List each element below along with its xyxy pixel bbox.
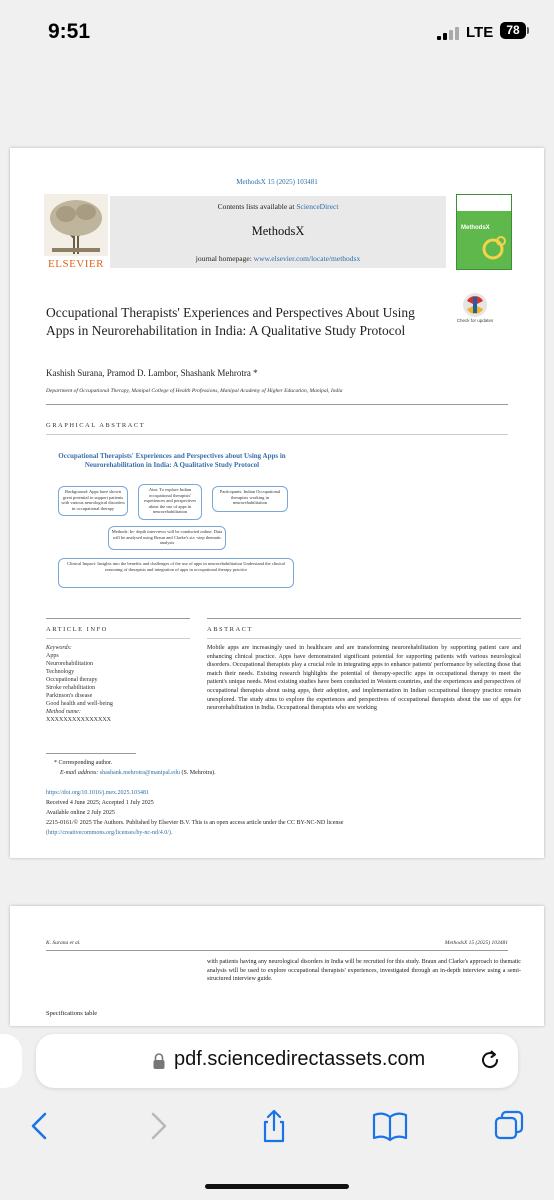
journal-name: MethodsX: [251, 224, 305, 238]
ga-methods-box: Methods: In- depth interviews will be conducted online. Data will be analysed using Braun and Clarke's six -step thematic analysis: [108, 526, 226, 550]
affiliation: Department of Occupational Therapy, Manipal College of Health Professions, Manipal Academy of Higher Education, Manipal, India: [46, 388, 343, 394]
doi-line: [46, 790, 149, 796]
home-indicator: [205, 1184, 349, 1189]
homepage-link[interactable]: www.elsevier.com/locate/methodsx: [253, 254, 361, 263]
divider: [46, 950, 508, 951]
homepage-line: [110, 254, 446, 263]
graphical-abstract-figure: [46, 444, 298, 600]
keywords-block: [46, 644, 196, 724]
reload-icon[interactable]: [478, 1048, 502, 1072]
keyword: Good health and well-being: [46, 701, 113, 707]
keyword: Stroke rehabilitation: [46, 685, 96, 691]
cover-header: [457, 195, 511, 211]
ga-background-box: Background: Apps have shown great potential to support patients with various neurological disorders in occupational therapy: [58, 486, 128, 516]
signal-icon: [437, 26, 463, 40]
doi-link[interactable]: https://doi.org/10.1016/j.mex.2025.103481: [46, 790, 150, 796]
divider: [207, 638, 521, 639]
ga-participants-box: Participants: Indian Occupational therapists working in neurorehabilitation: [212, 486, 288, 512]
authors: Kashish Surana, Pramod D. Lambor, Shashank Mehrotra *: [46, 368, 258, 378]
divider: [46, 404, 508, 405]
article-info-heading: ARTICLE INFO: [46, 626, 108, 633]
license-link[interactable]: (http://creativecommons.org/licenses/by-nc-nd/4.0/).: [46, 830, 173, 836]
ga-aim-box: Aim: To explore Indian occupational therapists' experiences and perspectives about the use of apps in neurorehabilitation: [138, 484, 202, 520]
corresponding-note: * Corresponding author.: [54, 760, 113, 766]
battery-tip: [527, 27, 529, 34]
keywords-label: Keywords:: [46, 645, 72, 651]
keyword: Parkinson's disease: [46, 693, 93, 699]
journal-cover-image: [456, 194, 512, 270]
cover-label: MethodsX: [461, 225, 490, 231]
email-line: [60, 770, 216, 776]
cover-graphic: [479, 235, 507, 265]
license-line: 2215-0161/© 2025 The Authors. Published by Elsevier B.V. This is an open access article under the CC BY-NC-ND license: [46, 820, 344, 826]
url-text[interactable]: pdf.sciencedirectassets.com: [174, 1048, 426, 1070]
divider: [46, 618, 190, 619]
homepage-prefix: journal homepage:: [195, 254, 254, 263]
address-bar[interactable]: [36, 1034, 518, 1088]
check-for-updates-icon[interactable]: [460, 291, 490, 319]
forward-chevron-icon[interactable]: [138, 1108, 178, 1144]
abstract-text: Mobile apps are increasingly used in healthcare and are transforming neurorehabilitation by supporting patient care and enhancing clinical practice. Apps have demonstrated significant potential for supporting patients with various neurological disorders. Occupational therapists play a crucial role in integrating apps to enhance patients' performance by selecting those that match their needs. Existing research highlights the potential of therapy-specific apps in occupational therapy to meet the patient's unique needs. Most existing studies have been conducted in Western countries, and the experiences and perspectives of occupational therapists about using apps, their adoption, and implementation in Indian occupational therapy practice remain unexplored. The study aims to explore the experiences and perspectives of occupational therapists about the use of apps for neurorehabilitation in India. Occupational therapists who are working: [207, 645, 521, 712]
previous-tab-edge[interactable]: [0, 1034, 22, 1088]
tabs-icon[interactable]: [490, 1108, 530, 1144]
abstract-heading: ABSTRACT: [207, 626, 253, 633]
footnote-divider: [46, 753, 136, 754]
contents-prefix: Contents lists available at: [217, 202, 297, 211]
keyword: Apps: [46, 653, 59, 659]
email-link[interactable]: shashank.mehrotra@manipal.edu: [99, 770, 180, 776]
article-title: Occupational Therapists' Experiences and Perspectives About Using Apps in Neurorehabilitation in India: A Qualitative Study Protocol: [46, 305, 415, 338]
pdf-page-2: [10, 906, 544, 1026]
divider: [207, 618, 521, 619]
check-for-updates-label: Check for updates: [456, 318, 494, 323]
lock-icon: [152, 1052, 166, 1070]
email-prefix: E-mail address:: [60, 770, 100, 776]
email-suffix: (S. Mehrotra).: [179, 770, 216, 776]
running-head-right: MethodsX 15 (2025) 103481: [444, 940, 508, 946]
keyword: Technology: [46, 669, 75, 675]
graphical-abstract-heading: GRAPHICAL ABSTRACT: [46, 422, 146, 429]
ga-impact-box: Clinical Impact: Insights into the benefits and challenges of the use of apps in neurorehabilitation Understand the clinical reasoning of therapists and integration of apps in occupational therapy practice: [58, 558, 294, 588]
bookmarks-book-icon[interactable]: [370, 1108, 410, 1144]
contents-line: [110, 202, 446, 211]
pdf-page-1: [10, 148, 544, 858]
battery-icon: 78: [500, 22, 526, 39]
status-bar: [0, 0, 554, 66]
divider: [46, 638, 190, 639]
keyword: Occupational therapy: [46, 677, 98, 683]
share-icon[interactable]: [254, 1108, 294, 1144]
license-link-line: [46, 830, 172, 836]
specifications-heading: Specifications table: [46, 1010, 98, 1017]
divider: [46, 434, 508, 435]
sciencedirect-link[interactable]: ScienceDirect: [296, 202, 339, 211]
method-name-label: Method name:: [46, 709, 81, 715]
journal-reference: MethodsX 15 (2025) 103481: [236, 178, 318, 186]
method-name: XXXXXXXXXXXXXXX: [46, 717, 111, 723]
keyword: Neurorehabilitation: [46, 661, 93, 667]
network-type: LTE: [466, 24, 494, 41]
journal-banner: [110, 196, 446, 268]
received-line: Received 4 June 2025; Accepted 1 July 2025: [46, 800, 154, 806]
page2-text: with patients having any neurological disorders in India will be recruited for this study. Braun and Clarke's approach to thematic analysis will be used to explore occupational therapists' experiences, investigated through an in-depth interview using a semi-structured interview guide.: [207, 959, 521, 983]
online-line: Available online 2 July 2025: [46, 810, 115, 816]
status-time: 9:51: [48, 20, 91, 43]
back-chevron-icon[interactable]: [20, 1108, 60, 1144]
elsevier-wordmark: ELSEVIER: [48, 258, 104, 270]
ga-title: Occupational Therapists' Experiences and Perspectives about Using Apps in Neurorehabilitation in India: A Qualitative Study Protocol: [58, 452, 286, 469]
running-head-left: K. Surana et al.: [46, 940, 81, 946]
